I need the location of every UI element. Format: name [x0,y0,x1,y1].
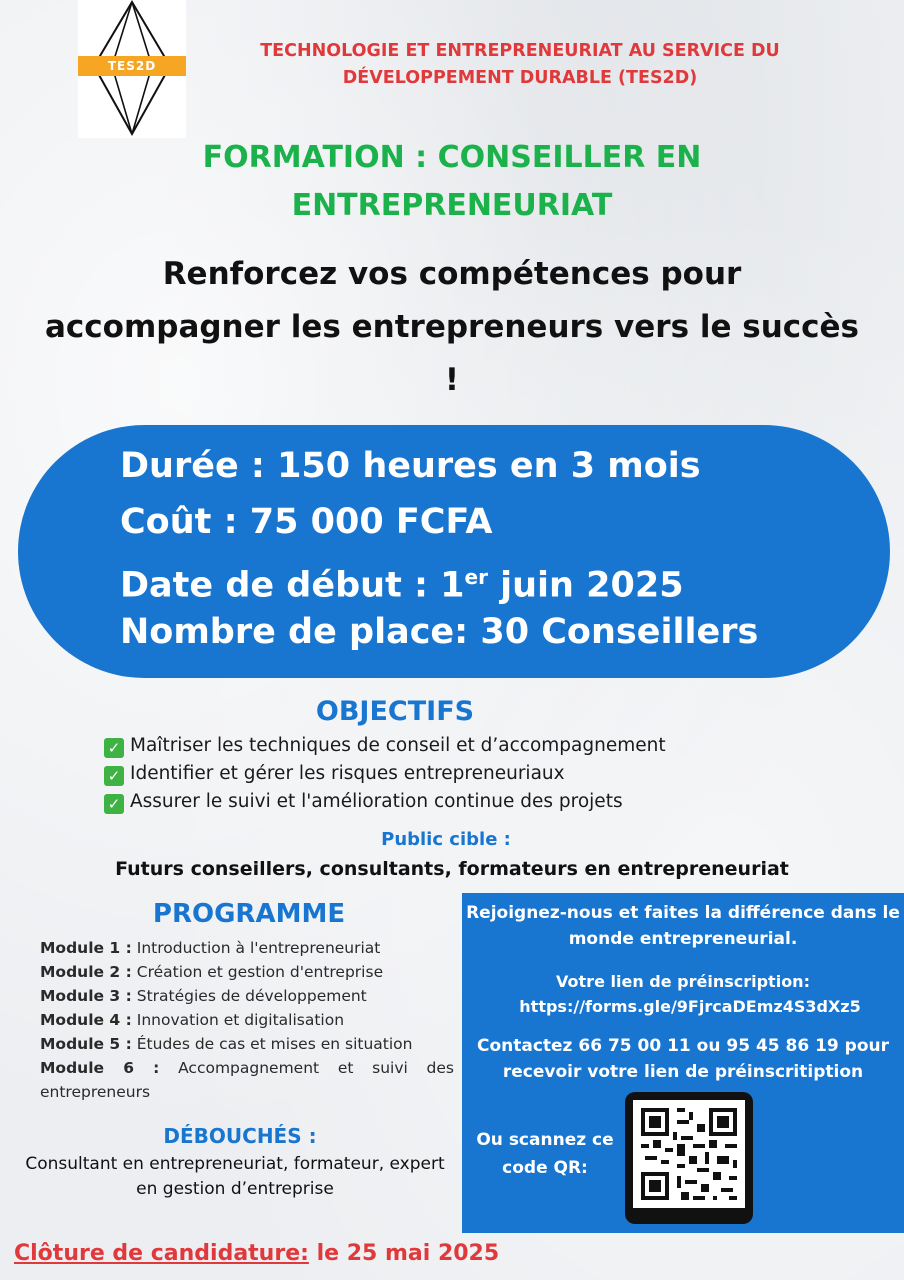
target-audience-heading: Public cible : [381,829,511,850]
start-date-line [120,555,880,608]
module-item [40,984,454,1008]
module-label: Module 3 : [40,987,132,1005]
programme-heading: PROGRAMME [152,899,346,929]
places-line: Nombre de place: 30 Conseillers [120,612,759,652]
module-item [40,1056,454,1104]
objective-item [104,732,666,760]
check-mark-icon: ✓ [104,738,124,758]
start-date-prefix: Date de début : 1 [120,565,465,606]
module-item [40,936,454,960]
duration-line: Durée : 150 heures en 3 mois [120,446,701,486]
tagline: Renforcez vos compétences pour accompagner les entrepreneurs vers le succès ! [44,256,860,398]
start-date-suffix: juin 2025 [487,565,684,606]
module-text: Études de cas et mises en situation [136,1035,413,1053]
formation-title: FORMATION : CONSEILLER EN ENTREPRENEURIAT [202,140,702,223]
preregistration-label: Votre lien de préinscription: [556,972,810,991]
qr-code-icon [633,1100,745,1208]
module-item [40,960,454,984]
objective-item [104,760,565,788]
objective-text: Assurer le suivi et l'amélioration continue des projets [130,791,623,812]
scan-instruction: Ou scannez ce code QR: [476,1130,614,1178]
module-label: Module 4 : [40,1011,132,1029]
module-label: Module 2 : [40,963,132,981]
objective-text: Maîtriser les techniques de conseil et d’accompagnement [130,735,666,756]
contact-info: Contactez 66 75 00 11 ou 95 45 86 19 pour recevoir votre lien de préinscritiption [476,1036,890,1082]
module-text: Création et gestion d'entreprise [136,963,384,981]
module-label: Module 6 : [40,1059,160,1077]
qr-code[interactable] [633,1100,745,1208]
preregistration-link[interactable]: https://forms.gle/9FjrcaDEmz4S3dXz5 [519,997,861,1016]
module-label: Module 5 : [40,1035,132,1053]
careers-text: Consultant en entrepreneuriat, formateur, expert en gestion d’entreprise [25,1154,445,1199]
careers-heading: DÉBOUCHÉS : [163,1124,317,1148]
organization-title: TECHNOLOGIE ET ENTREPRENEURIAT AU SERVICE DU DÉVELOPPEMENT DURABLE (TES2D) [260,41,780,88]
module-text: Stratégies de développement [136,987,367,1005]
module-text: Accompagnement et suivi des entrepreneurs [40,1059,454,1101]
logo-text: TES2D [107,59,157,73]
join-message: Rejoignez-nous et faites la différence dans le monde entrepreneurial. [466,903,900,949]
module-text: Innovation et digitalisation [136,1011,345,1029]
module-label: Module 1 : [40,939,132,957]
objectives-heading: OBJECTIFS [315,696,475,727]
check-mark-icon: ✓ [104,766,124,786]
cost-line: Coût : 75 000 FCFA [120,502,493,542]
start-date-superscript: er [464,565,488,589]
target-audience-text: Futurs conseillers, consultants, formateurs en entrepreneuriat [115,858,789,880]
deadline-label: Clôture de candidature: [14,1241,309,1266]
module-text: Introduction à l'entrepreneuriat [136,939,381,957]
check-mark-icon: ✓ [104,794,124,814]
objective-item [104,788,623,816]
deadline-date: le 25 mai 2025 [308,1241,500,1266]
module-item [40,1032,454,1056]
application-deadline [14,1238,634,1270]
module-item [40,1008,454,1032]
objective-text: Identifier et gérer les risques entrepreneuriaux [130,763,565,784]
